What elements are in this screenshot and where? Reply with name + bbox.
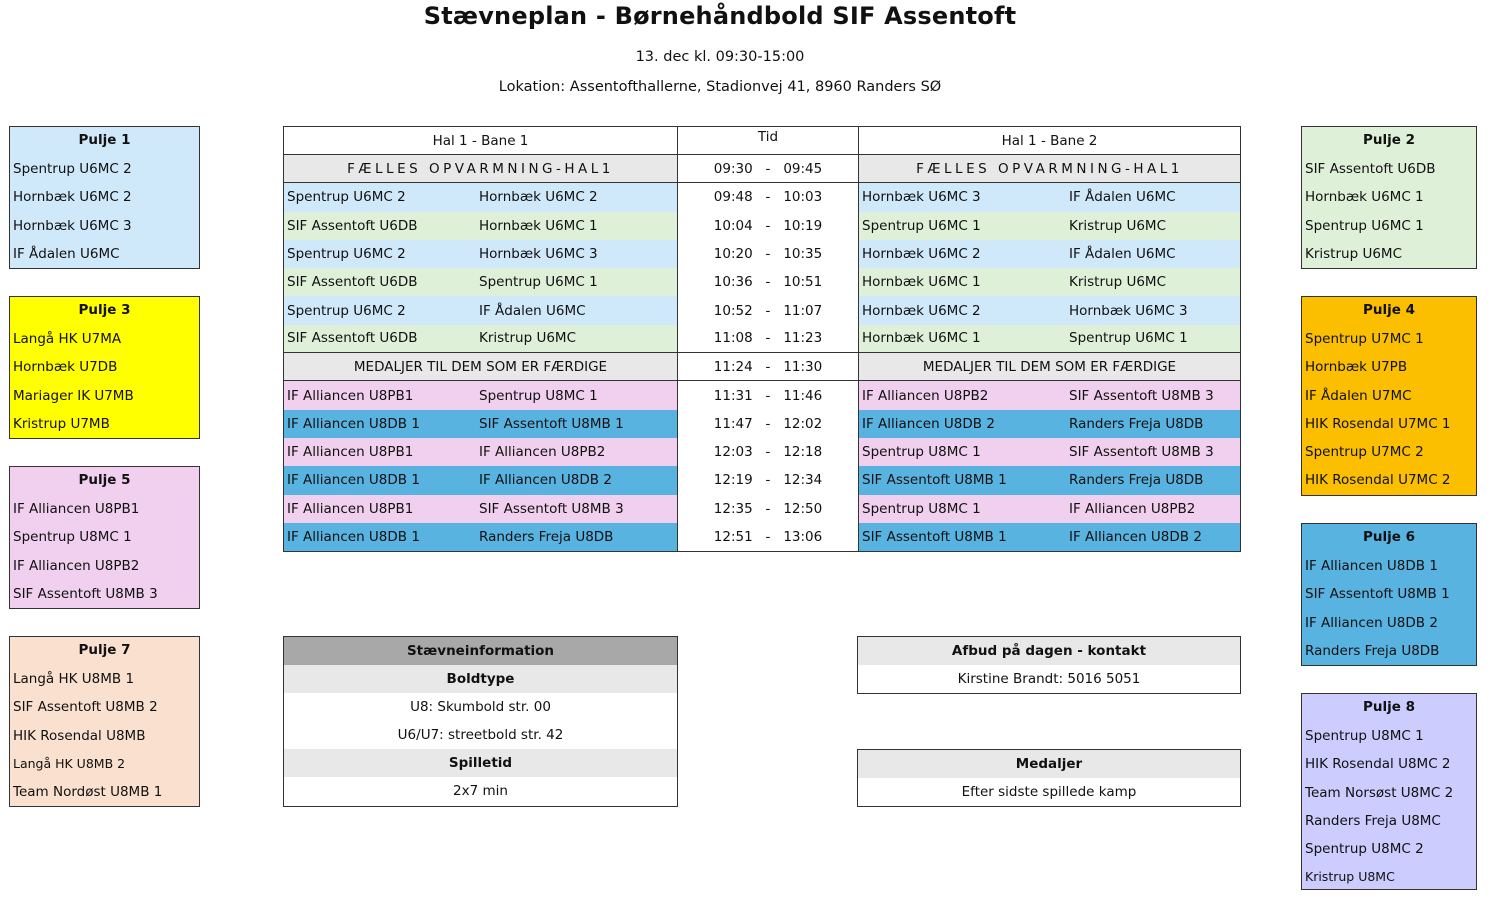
team-home: Hornbæk U6MC 1 — [862, 330, 981, 347]
time-cell: 10:36 - 10:51 — [678, 268, 859, 296]
boldtype-u8: U8: Skumbold str. 00 — [410, 699, 551, 715]
team-home: IF Alliancen U8PB1 — [287, 500, 414, 517]
team-home: SIF Assentoft U8MB 1 — [862, 529, 1007, 545]
match-row — [284, 183, 1240, 211]
pulje-team: Kristrup U8MC — [1305, 869, 1395, 885]
time-end: 10:03 — [783, 189, 823, 206]
team-home: Hornbæk U6MC 2 — [862, 246, 981, 263]
time-start: 10:52 — [713, 302, 753, 319]
time-end: 12:18 — [783, 444, 823, 461]
team-away: SIF Assentoft U8MB 3 — [479, 500, 624, 517]
time-cell: 10:52 - 11:07 — [678, 296, 859, 324]
time-end: 11:46 — [783, 387, 823, 404]
pulje-team: IF Alliancen U8PB1 — [13, 501, 140, 517]
team-home: Spentrup U6MC 2 — [287, 302, 406, 319]
pulje-team: IF Alliancen U8DB 1 — [1305, 558, 1438, 574]
team-away: IF Alliancen U8DB 2 — [1069, 529, 1202, 545]
medaljer-title: Medaljer — [858, 750, 1240, 778]
pulje-team: Hornbæk U7DB — [13, 359, 118, 376]
team-away: Hornbæk U6MC 3 — [1069, 302, 1188, 319]
match-row — [284, 296, 1240, 324]
pulje-team: Hornbæk U6MC 3 — [13, 217, 132, 234]
match-row — [284, 268, 1240, 296]
time-start: 12:35 — [713, 500, 753, 517]
page-title: Stævneplan - Børnehåndbold SIF Assentoft — [423, 2, 1017, 30]
time-start: 11:31 — [713, 387, 753, 404]
info-box — [283, 636, 678, 807]
time-end: 10:51 — [783, 274, 823, 291]
team-away: IF Ådalen U6MC — [1069, 189, 1176, 206]
spilletid-value: 2x7 min — [453, 783, 508, 799]
pulje-team: Kristrup U7MB — [13, 415, 110, 432]
team-home: IF Alliancen U8PB1 — [287, 387, 414, 404]
time-cell: 09:30 - 09:45 — [678, 155, 859, 182]
pulje-3-box — [9, 296, 200, 439]
pulje-1-box — [9, 126, 200, 269]
pulje-team: IF Alliancen U8DB 2 — [1305, 614, 1438, 631]
pulje-5-box — [9, 466, 200, 609]
pulje-team: HIK Rosendal U8MC 2 — [1305, 756, 1451, 773]
hal1-header: Hal 1 - Bane 1 — [284, 127, 678, 154]
pulje-team: Spentrup U7MC 2 — [1305, 444, 1424, 461]
time-end: 12:34 — [783, 472, 823, 489]
boldtype-label: Boldtype — [284, 665, 677, 693]
pulje-team: SIF Assentoft U6DB — [1305, 161, 1436, 177]
time-cell: 11:08 - 11:23 — [678, 325, 859, 352]
time-start: 12:03 — [713, 444, 753, 461]
team-away: Kristrup U6MC — [1069, 217, 1166, 234]
time-cell: 10:20 - 10:35 — [678, 240, 859, 268]
pulje-team: Randers Freja U8DB — [1305, 642, 1440, 659]
schedule-header-row — [284, 127, 1240, 155]
afbud-box — [857, 636, 1241, 694]
team-away: Spentrup U8MC 1 — [479, 387, 598, 404]
pulje-team: Hornbæk U6MC 2 — [13, 189, 132, 206]
pulje-team: Spentrup U6MC 2 — [13, 161, 132, 177]
pulje-team: SIF Assentoft U8MB 1 — [1305, 586, 1450, 603]
time-start: 11:24 — [713, 358, 753, 375]
warmup-hal1: FÆLLES OPVARMNING-HAL1 — [284, 155, 678, 182]
pulje-team: Team Norsøst U8MC 2 — [1305, 784, 1454, 801]
team-home: IF Alliancen U8DB 1 — [287, 415, 420, 432]
pulje-team: Langå HK U8MB 2 — [13, 755, 126, 771]
pulje-title: Pulje 5 — [78, 472, 131, 488]
pulje-team: Langå HK U8MB 1 — [13, 671, 135, 687]
pulje-team: Langå HK U7MA — [13, 331, 122, 347]
time-end: 13:06 — [783, 529, 823, 545]
team-home: Spentrup U6MC 2 — [287, 246, 406, 263]
time-end: 11:07 — [783, 302, 823, 319]
team-away: Randers Freja U8DB — [1069, 472, 1204, 489]
team-home: SIF Assentoft U6DB — [287, 330, 418, 347]
time-cell: 12:03 - 12:18 — [678, 438, 859, 466]
team-away: Kristrup U6MC — [479, 330, 576, 347]
medaljer-box — [857, 749, 1241, 807]
match-row — [284, 212, 1240, 240]
team-away: Hornbæk U6MC 1 — [479, 217, 598, 234]
time-cell: 11:24 - 11:30 — [678, 353, 859, 380]
team-away: IF Alliancen U8DB 2 — [479, 472, 612, 489]
team-home: IF Alliancen U8PB2 — [862, 387, 989, 404]
team-home: IF Alliancen U8DB 1 — [287, 529, 420, 545]
pulje-title: Pulje 3 — [78, 302, 131, 318]
pulje-title: Pulje 8 — [1362, 699, 1415, 715]
medaljer-value: Efter sidste spillede kamp — [961, 784, 1137, 800]
match-row — [284, 438, 1240, 466]
warmup-hal2: FÆLLES OPVARMNING-HAL1 — [916, 160, 1183, 177]
medals-hal2: MEDALJER TIL DEM SOM ER FÆRDIGE — [922, 358, 1177, 375]
pulje-title: Pulje 6 — [1362, 529, 1415, 545]
team-away: IF Ådalen U6MC — [1069, 246, 1176, 263]
pulje-team: Spentrup U8MC 2 — [1305, 841, 1424, 858]
time-start: 12:19 — [713, 472, 753, 489]
team-away: Randers Freja U8DB — [479, 529, 614, 545]
medals-row — [284, 353, 1240, 381]
time-end: 10:35 — [783, 246, 823, 263]
pulje-team: Team Nordøst U8MB 1 — [13, 784, 163, 801]
pulje-team: Randers Freja U8MC — [1305, 812, 1441, 829]
team-away: SIF Assentoft U8MB 1 — [479, 415, 624, 432]
pulje-team: Mariager IK U7MB — [13, 387, 134, 404]
team-home: Hornbæk U6MC 2 — [862, 302, 981, 319]
team-away: Spentrup U6MC 1 — [479, 274, 598, 291]
time-end: 12:50 — [783, 500, 823, 517]
team-home: Spentrup U8MC 1 — [862, 500, 981, 517]
pulje-6-box — [1301, 523, 1477, 666]
team-away: Hornbæk U6MC 2 — [479, 189, 598, 206]
pulje-4-box — [1301, 296, 1477, 496]
pulje-team: Spentrup U6MC 1 — [1305, 217, 1424, 234]
team-home: SIF Assentoft U6DB — [287, 274, 418, 291]
pulje-team: Spentrup U8MC 1 — [1305, 728, 1424, 744]
team-away: SIF Assentoft U8MB 3 — [1069, 387, 1214, 404]
pulje-team: IF Alliancen U8PB2 — [13, 557, 140, 574]
team-home: Spentrup U6MC 1 — [862, 217, 981, 234]
team-home: SIF Assentoft U6DB — [287, 217, 418, 234]
pulje-team: Hornbæk U6MC 1 — [1305, 189, 1424, 206]
team-home: IF Alliancen U8DB 1 — [287, 472, 420, 489]
team-away: SIF Assentoft U8MB 3 — [1069, 444, 1214, 461]
time-cell: 11:47 - 12:02 — [678, 410, 859, 438]
time-cell: 11:31 - 11:46 — [678, 381, 859, 409]
match-row — [284, 325, 1240, 353]
team-away: Randers Freja U8DB — [1069, 415, 1204, 432]
pulje-team: IF Ådalen U7MC — [1305, 387, 1412, 404]
pulje-team: IF Ådalen U6MC — [13, 245, 120, 262]
pulje-team: Spentrup U8MC 1 — [13, 529, 132, 546]
team-home: Spentrup U8MC 1 — [862, 444, 981, 461]
tid-header: Tid — [678, 127, 859, 154]
time-end: 12:02 — [783, 415, 823, 432]
pulje-team: Hornbæk U7PB — [1305, 359, 1408, 376]
team-home: IF Alliancen U8DB 2 — [862, 415, 995, 432]
time-start: 10:20 — [713, 246, 753, 263]
time-start: 12:51 — [713, 529, 753, 545]
pulje-team: SIF Assentoft U8MB 2 — [13, 699, 158, 716]
afbud-title: Afbud på dagen - kontakt — [858, 637, 1240, 665]
event-date: 13. dec kl. 09:30-15:00 — [635, 49, 805, 65]
pulje-team: HIK Rosendal U8MB — [13, 727, 146, 744]
match-row — [284, 495, 1240, 523]
team-away: Spentrup U6MC 1 — [1069, 330, 1188, 347]
pulje-title: Pulje 7 — [78, 642, 131, 658]
time-cell: 12:19 - 12:34 — [678, 466, 859, 494]
schedule-table — [283, 126, 1241, 552]
pulje-team: HIK Rosendal U7MC 2 — [1305, 472, 1451, 489]
time-start: 11:47 — [713, 415, 753, 432]
pulje-title: Pulje 2 — [1362, 132, 1415, 148]
afbud-contact: Kirstine Brandt: 5016 5051 — [957, 671, 1141, 687]
team-home: Spentrup U6MC 2 — [287, 189, 406, 206]
team-home: SIF Assentoft U8MB 1 — [862, 472, 1007, 489]
time-cell: 09:48 - 10:03 — [678, 183, 859, 211]
team-away: IF Alliancen U8PB2 — [1069, 500, 1196, 517]
team-away: IF Ådalen U6MC — [479, 302, 586, 319]
hal2-header: Hal 1 - Bane 2 — [1001, 132, 1098, 149]
info-title: Stævneinformation — [284, 637, 677, 665]
spilletid-label: Spilletid — [284, 749, 677, 777]
time-end: 09:45 — [783, 160, 823, 177]
time-start: 09:48 — [713, 189, 753, 206]
pulje-7-box — [9, 636, 200, 807]
time-cell: 10:04 - 10:19 — [678, 212, 859, 240]
match-row — [284, 410, 1240, 438]
time-end: 11:30 — [783, 358, 823, 375]
pulje-title: Pulje 4 — [1362, 302, 1415, 318]
pulje-team: Kristrup U6MC — [1305, 245, 1402, 262]
team-away: Kristrup U6MC — [1069, 274, 1166, 291]
time-start: 09:30 — [713, 160, 753, 177]
pulje-team: Spentrup U7MC 1 — [1305, 331, 1424, 347]
match-row — [284, 381, 1240, 409]
time-cell: 12:35 - 12:50 — [678, 495, 859, 523]
boldtype-u6u7: U6/U7: streetbold str. 42 — [397, 727, 564, 743]
warmup-row — [284, 155, 1240, 183]
medals-hal1: MEDALJER TIL DEM SOM ER FÆRDIGE — [284, 353, 678, 380]
match-row — [284, 240, 1240, 268]
team-home: Hornbæk U6MC 1 — [862, 274, 981, 291]
pulje-8-box — [1301, 693, 1477, 890]
event-location: Lokation: Assentofthallerne, Stadionvej 41, 8960 Randers SØ — [498, 79, 942, 95]
team-away: IF Alliancen U8PB2 — [479, 444, 606, 461]
team-home: IF Alliancen U8PB1 — [287, 444, 414, 461]
team-home: Hornbæk U6MC 3 — [862, 189, 981, 206]
match-row — [284, 466, 1240, 494]
team-away: Hornbæk U6MC 3 — [479, 246, 598, 263]
time-end: 11:23 — [783, 330, 823, 347]
time-start: 10:04 — [713, 217, 753, 234]
pulje-2-box — [1301, 126, 1477, 269]
pulje-title: Pulje 1 — [78, 132, 131, 148]
time-start: 11:08 — [713, 330, 753, 347]
time-start: 10:36 — [713, 274, 753, 291]
pulje-team: SIF Assentoft U8MB 3 — [13, 585, 158, 602]
pulje-team: HIK Rosendal U7MC 1 — [1305, 415, 1451, 432]
time-end: 10:19 — [783, 217, 823, 234]
match-row — [284, 523, 1240, 551]
time-cell: 12:51 - 13:06 — [678, 523, 859, 551]
